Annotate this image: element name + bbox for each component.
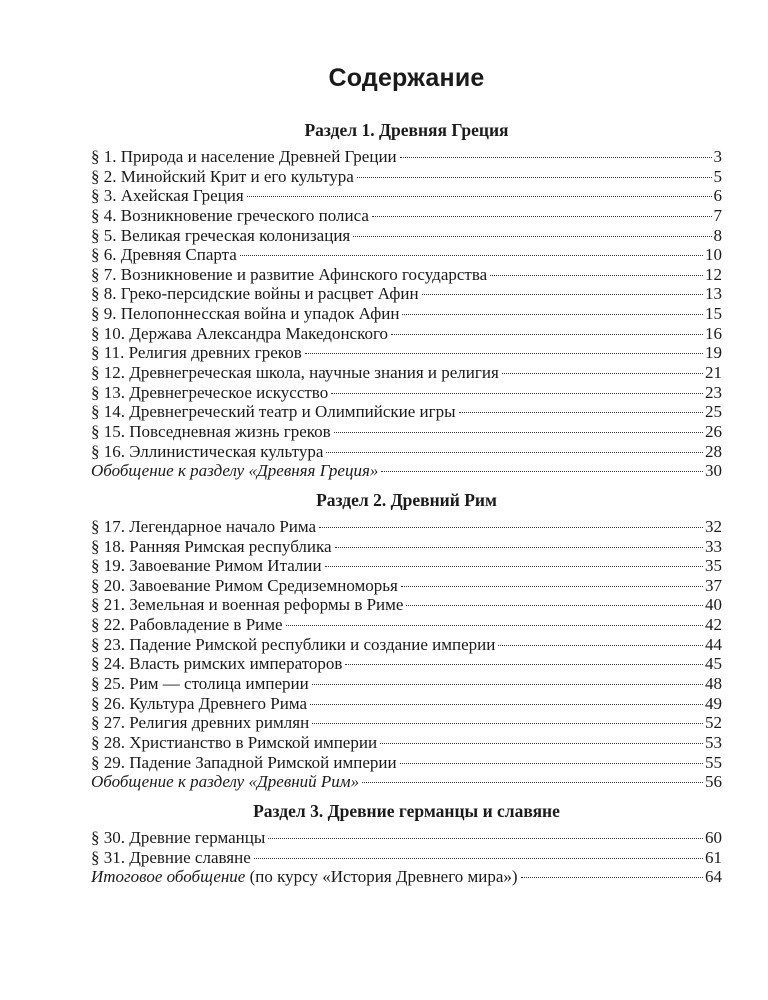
dot-leader — [381, 471, 703, 472]
toc-entry[interactable] — [91, 363, 722, 383]
toc-entry[interactable] — [91, 517, 722, 537]
dot-leader — [521, 877, 703, 878]
entry-page-number: 7 — [713, 205, 722, 225]
entry-page-number: 49 — [705, 693, 722, 713]
entry-page-number: 5 — [713, 166, 722, 186]
dot-leader — [247, 196, 712, 197]
entry-page-number: 42 — [705, 615, 722, 635]
entry-label: § 6. Древняя Спарта — [91, 245, 237, 265]
entry-page-number: 6 — [713, 186, 722, 206]
toc-entry[interactable] — [91, 383, 722, 403]
dot-leader — [254, 858, 703, 859]
entry-label: § 24. Власть римских императоров — [91, 654, 343, 674]
entry-page-number: 60 — [705, 827, 722, 847]
dot-leader — [353, 236, 711, 237]
dot-leader — [459, 412, 703, 413]
dot-leader — [268, 838, 703, 839]
toc-entry[interactable] — [91, 422, 722, 442]
toc-entry[interactable] — [91, 848, 722, 868]
dot-leader — [312, 723, 703, 724]
toc-entry[interactable] — [91, 226, 722, 246]
toc-entry[interactable] — [91, 615, 722, 635]
entry-label: § 27. Религия древних римлян — [91, 713, 310, 733]
dot-leader — [326, 452, 703, 453]
entry-label: § 29. Падение Западной Римской империи — [91, 752, 397, 772]
entry-label: § 20. Завоевание Римом Средиземноморья — [91, 575, 398, 595]
toc-entry[interactable] — [91, 284, 722, 304]
dot-leader — [490, 275, 703, 276]
entry-page-number: 13 — [705, 284, 722, 304]
toc-entry[interactable] — [91, 595, 722, 615]
entry-label: § 18. Ранняя Римская республика — [91, 536, 332, 556]
toc-entry[interactable] — [91, 694, 722, 714]
entry-page-number: 23 — [705, 382, 722, 402]
entry-label: § 3. Ахейская Греция — [91, 186, 244, 206]
entry-page-number: 30 — [705, 461, 722, 481]
entry-label: § 1. Природа и население Древней Греции — [91, 147, 397, 166]
toc-entry[interactable] — [91, 576, 722, 596]
toc-final-summary-entry[interactable] — [91, 867, 722, 887]
toc-entry[interactable] — [91, 442, 722, 462]
dot-leader — [334, 432, 703, 433]
entry-list — [91, 147, 722, 481]
entry-page-number: 37 — [705, 575, 722, 595]
entry-label: § 17. Легендарное начало Рима — [91, 516, 317, 536]
toc-entry[interactable] — [91, 167, 722, 187]
toc-entry[interactable] — [91, 186, 722, 206]
entry-page-number: 44 — [705, 634, 722, 654]
entry-label: § 14. Древнегреческий театр и Олимпийские игры — [91, 402, 456, 422]
toc-entry[interactable] — [91, 556, 722, 576]
entry-label — [91, 867, 518, 887]
entry-page-number: 10 — [705, 245, 722, 265]
entry-page-number: 19 — [705, 343, 722, 363]
dot-leader — [362, 782, 703, 783]
dot-leader — [319, 527, 703, 528]
toc-entry[interactable] — [91, 713, 722, 733]
entry-label: § 15. Повседневная жизнь греков — [91, 421, 331, 441]
entry-label: § 30. Древние германцы — [91, 827, 266, 847]
toc-entry[interactable] — [91, 265, 722, 285]
entry-label: § 5. Великая греческая колонизация — [91, 225, 351, 245]
entry-label: § 8. Греко-персидские войны и расцвет Афин — [91, 284, 419, 304]
entry-page-number: 61 — [705, 847, 722, 867]
section-germans-slavs — [91, 798, 722, 887]
entry-label: § 13. Древнегреческое искусство — [91, 382, 329, 402]
entry-page-number: 21 — [705, 363, 722, 383]
dot-leader — [305, 353, 703, 354]
entry-page-number: 45 — [705, 654, 722, 674]
dot-leader — [402, 314, 703, 315]
entry-page-number: 12 — [705, 264, 722, 284]
entry-page-number: 48 — [705, 674, 722, 694]
toc-entry[interactable] — [91, 245, 722, 265]
entry-page-number: 25 — [705, 402, 722, 422]
entry-label: § 25. Рим — столица империи — [91, 674, 309, 694]
dot-leader — [240, 255, 703, 256]
dot-leader — [406, 605, 703, 606]
entry-label: § 10. Держава Александра Македонского — [91, 323, 389, 343]
table-of-contents — [91, 60, 722, 887]
entry-page-number: 15 — [705, 304, 722, 324]
section-heading: Раздел 1. Древняя Греция — [304, 120, 509, 140]
entry-label: § 9. Пелопоннесская война и упадок Афин — [91, 304, 400, 324]
entry-list — [91, 828, 722, 887]
toc-entry[interactable] — [91, 654, 722, 674]
entry-label-rest: (по курсу «История Древнего мира») — [245, 867, 518, 887]
dot-leader — [325, 566, 703, 567]
toc-entry[interactable] — [91, 828, 722, 848]
entry-page-number: 32 — [705, 516, 722, 536]
entry-label: § 26. Культура Древнего Рима — [91, 693, 308, 713]
entry-label: § 23. Падение Римской республики и создание империи — [91, 634, 496, 654]
dot-leader — [372, 216, 712, 217]
toc-entry[interactable] — [91, 147, 722, 167]
toc-entry[interactable] — [91, 753, 722, 773]
toc-entry[interactable] — [91, 343, 722, 363]
entry-label: § 22. Рабовладение в Риме — [91, 615, 283, 635]
entry-page-number: 28 — [705, 441, 722, 461]
entry-label: § 28. Христианство в Римской империи — [91, 732, 378, 752]
page-title: Содержание — [328, 64, 485, 92]
entry-page-number: 8 — [713, 225, 722, 245]
entry-label: § 2. Минойский Крит и его культура — [91, 166, 354, 186]
dot-leader — [502, 373, 703, 374]
entry-label: Обобщение к разделу «Древний Рим» — [91, 772, 360, 792]
toc-entry[interactable] — [91, 674, 722, 694]
entry-label: § 19. Завоевание Римом Италии — [91, 556, 322, 576]
toc-entry[interactable] — [91, 206, 722, 226]
entry-list — [91, 517, 722, 792]
entry-label: § 31. Древние славяне — [91, 847, 251, 867]
dot-leader — [286, 625, 703, 626]
section-heading: Раздел 3. Древние германцы и славяне — [253, 800, 560, 821]
dot-leader — [331, 393, 703, 394]
entry-page-number: 3 — [713, 147, 722, 166]
dot-leader — [310, 704, 703, 705]
toc-entry[interactable] — [91, 324, 722, 344]
dot-leader — [345, 664, 703, 665]
toc-entry[interactable] — [91, 635, 722, 655]
entry-page-number: 35 — [705, 556, 722, 576]
dot-leader — [498, 645, 703, 646]
entry-page-number: 52 — [705, 713, 722, 733]
entry-page-number: 33 — [705, 536, 722, 556]
entry-page-number: 16 — [705, 323, 722, 343]
toc-summary-entry[interactable] — [91, 461, 722, 481]
entry-label: Обобщение к разделу «Древняя Греция» — [91, 461, 379, 481]
toc-summary-entry[interactable] — [91, 772, 722, 792]
dot-leader — [312, 684, 703, 685]
entry-label: § 12. Древнегреческая школа, научные знания и религия — [91, 363, 499, 383]
dot-leader — [401, 586, 703, 587]
section-ancient-greece — [91, 117, 722, 481]
dot-leader — [400, 157, 712, 158]
dot-leader — [357, 177, 712, 178]
entry-label-italic: Итоговое обобщение — [91, 867, 246, 887]
dot-leader — [422, 294, 703, 295]
toc-entry[interactable] — [91, 733, 722, 753]
entry-label: § 4. Возникновение греческого полиса — [91, 205, 369, 225]
dot-leader — [335, 547, 703, 548]
section-heading: Раздел 2. Древний Рим — [316, 489, 497, 510]
section-ancient-rome — [91, 487, 722, 792]
entry-label: § 16. Эллинистическая культура — [91, 441, 324, 461]
toc-entry[interactable] — [91, 402, 722, 422]
dot-leader — [400, 763, 703, 764]
entry-label: § 7. Возникновение и развитие Афинского государства — [91, 264, 488, 284]
entry-label: § 21. Земельная и военная реформы в Риме — [91, 595, 404, 615]
entry-page-number: 64 — [705, 867, 722, 887]
entry-page-number: 53 — [705, 732, 722, 752]
toc-entry[interactable] — [91, 537, 722, 557]
dot-leader — [380, 743, 703, 744]
entry-page-number: 40 — [705, 595, 722, 615]
entry-label: § 11. Религия древних греков — [91, 343, 302, 363]
dot-leader — [391, 334, 703, 335]
toc-entry[interactable] — [91, 304, 722, 324]
entry-page-number: 26 — [705, 421, 722, 441]
entry-page-number: 55 — [705, 752, 722, 772]
entry-page-number: 56 — [705, 772, 722, 792]
